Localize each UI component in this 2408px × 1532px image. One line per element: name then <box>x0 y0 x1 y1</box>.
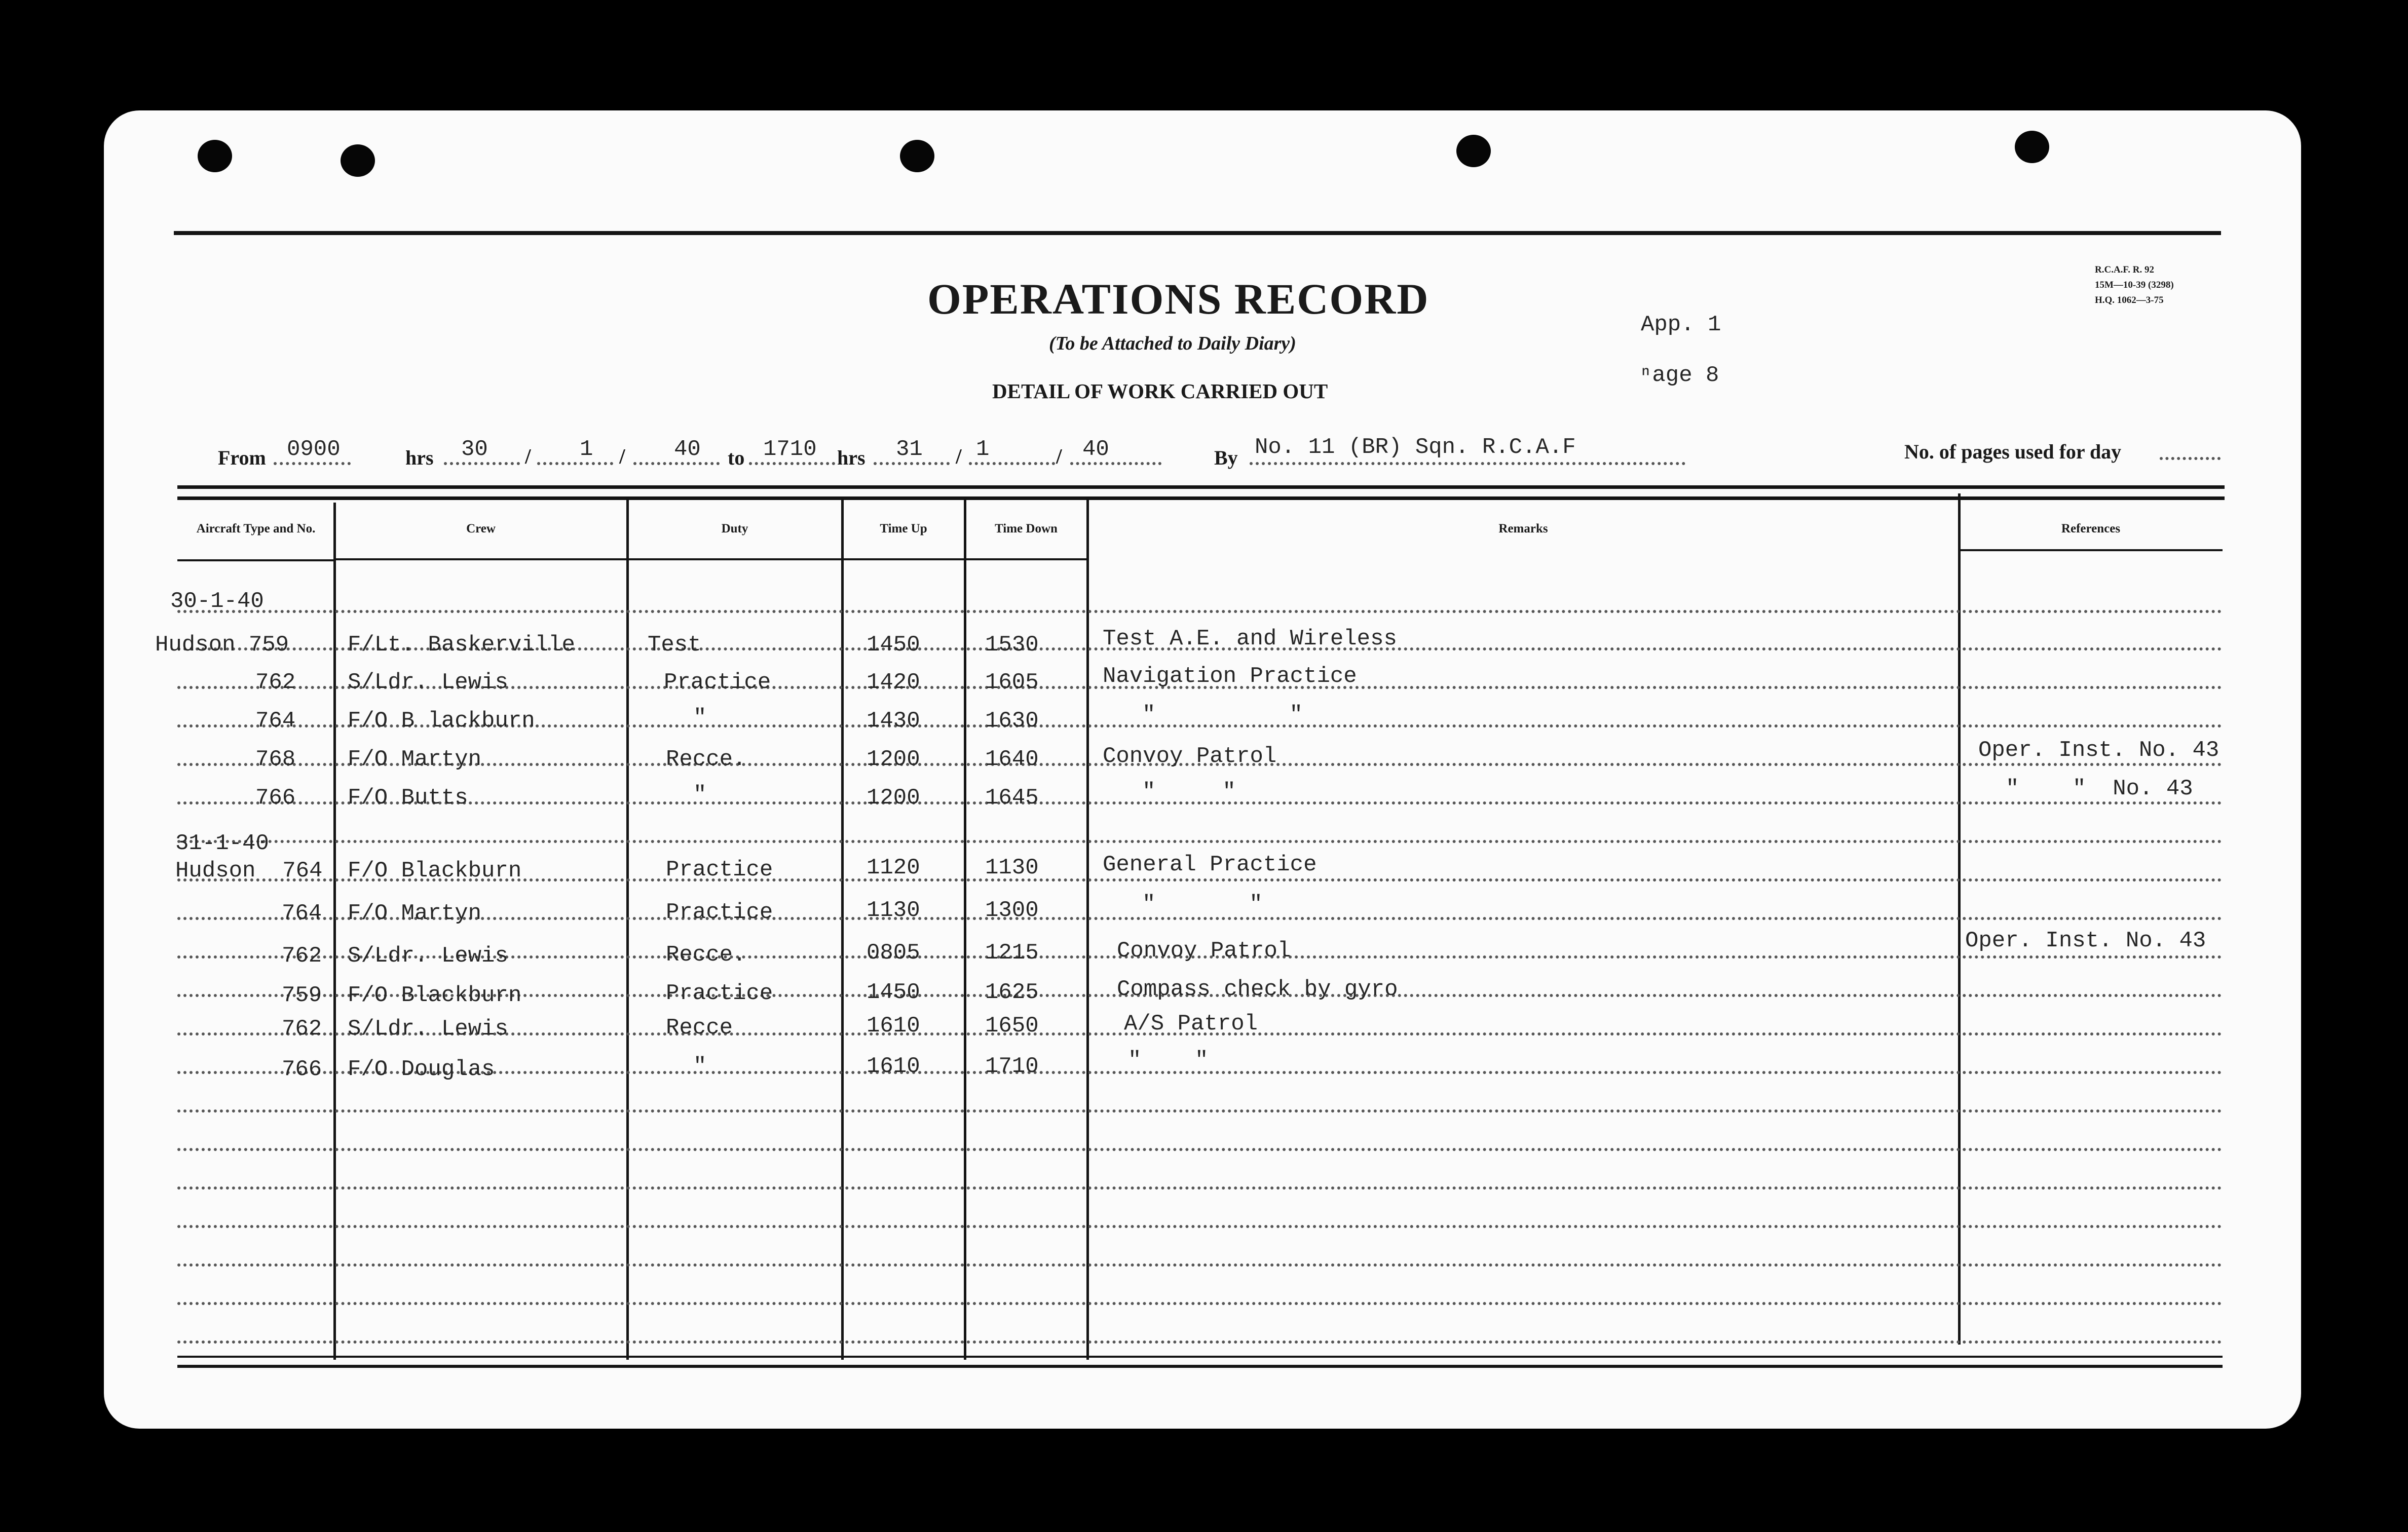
from-year-blank <box>633 462 720 465</box>
punch-hole <box>198 140 232 172</box>
cell-aircraft: 764 <box>282 901 322 926</box>
cell-remarks: Test A.E. and Wireless <box>1103 626 1397 652</box>
column-header-time-down: Time Down <box>995 522 1058 535</box>
detail-heading: DETAIL OF WORK CARRIED OUT <box>992 379 1328 403</box>
form-code-line: R.C.A.F. R. 92 <box>2095 264 2154 275</box>
cell-time-up: 1430 <box>867 708 920 734</box>
cell-references: Oper. Inst. No. 43 <box>1978 738 2219 763</box>
from-time: 0900 <box>287 437 341 462</box>
cell-duty: " <box>693 782 707 808</box>
cell-crew: F/O Martyn <box>348 747 482 772</box>
from-month-blank <box>537 462 613 465</box>
from-day: 30 <box>461 437 488 462</box>
cell-time-down: 1605 <box>985 670 1039 695</box>
row-line <box>177 1263 2223 1267</box>
row-line <box>177 1340 2223 1344</box>
pages-used-label: No. of pages used for day <box>1904 440 2122 463</box>
cell-crew: F/O Blackburn <box>348 983 522 1008</box>
column-separator <box>333 503 336 1360</box>
cell-aircraft: 766 <box>282 1057 322 1082</box>
cell-time-up: 1120 <box>867 855 920 880</box>
cell-crew: S/Ldr. Lewis <box>348 943 508 969</box>
cell-time-down: 1640 <box>985 747 1039 772</box>
cell-duty: Test <box>648 632 701 658</box>
column-header-remarks: Remarks <box>1498 522 1548 535</box>
column-header-duty: Duty <box>721 522 748 535</box>
to-label: to <box>728 446 745 469</box>
cell-time-down: 1215 <box>985 940 1039 966</box>
row-line <box>177 1109 2223 1113</box>
cell-duty: Practice <box>666 981 773 1006</box>
punch-hole <box>2015 131 2049 163</box>
cell-time-down: 1625 <box>985 980 1039 1005</box>
cell-time-up: 1200 <box>867 785 920 811</box>
cell-time-up: 1610 <box>867 1013 920 1039</box>
cell-time-down: 1530 <box>985 632 1039 658</box>
to-year-blank <box>1070 462 1161 465</box>
date-slash: / <box>956 445 962 469</box>
to-time: 1710 <box>763 437 817 462</box>
cell-aircraft: 762 <box>282 943 322 969</box>
from-month: 1 <box>580 437 593 462</box>
header-rule <box>177 496 2225 500</box>
from-time-blank <box>274 462 351 465</box>
cell-crew: F/Lt. Baskerville <box>348 632 575 658</box>
date-slash: / <box>1056 445 1062 469</box>
appendix-label: App. 1 <box>1641 312 1721 337</box>
column-header-crew: Crew <box>466 522 496 535</box>
cell-aircraft: 766 <box>255 785 296 811</box>
column-header-time-up: Time Up <box>880 522 927 535</box>
cell-time-up: 1450 <box>867 632 920 658</box>
to-time-blank <box>749 462 835 465</box>
header-underline <box>177 559 335 561</box>
date-slash: / <box>525 445 531 469</box>
punch-hole <box>1456 135 1491 167</box>
hrs-label: hrs <box>405 446 434 469</box>
cell-duty: " <box>693 705 707 731</box>
cell-time-down: 1645 <box>985 785 1039 811</box>
date-slash: / <box>619 445 625 469</box>
cell-duty: Recce. <box>666 747 746 772</box>
cell-remarks: A/S Patrol <box>1124 1011 1258 1037</box>
to-day: 31 <box>896 437 923 462</box>
row-line <box>177 610 2223 613</box>
bottom-rule <box>177 1356 2223 1358</box>
cell-crew: S/Ldr. Lewis <box>348 670 508 695</box>
row-line <box>177 1302 2223 1305</box>
to-month: 1 <box>976 437 990 462</box>
row-line <box>177 1186 2223 1190</box>
header-underline <box>1959 549 2223 551</box>
cell-time-down: 1710 <box>985 1054 1039 1079</box>
form-code-line: 15M—10-39 (3298) <box>2095 280 2174 290</box>
cell-aircraft: Hudson 759 <box>155 632 289 658</box>
cell-crew: F/O Martyn <box>348 901 482 926</box>
cell-crew: F/O B lackburn <box>348 708 535 734</box>
row-line <box>177 1225 2223 1228</box>
cell-duty: Practice <box>664 670 771 695</box>
to-year: 40 <box>1082 437 1109 462</box>
pages-used-blank <box>2160 457 2221 460</box>
cell-time-down: 1630 <box>985 708 1039 734</box>
cell-time-up: 1420 <box>867 670 920 695</box>
cell-time-down: 1650 <box>985 1013 1039 1039</box>
cell-aircraft: Hudson 764 <box>175 858 323 884</box>
column-separator <box>626 499 629 1360</box>
cell-duty: Practice <box>666 857 773 883</box>
cell-time-up: 1610 <box>867 1054 920 1079</box>
cell-time-up: 1450 <box>867 980 920 1005</box>
entry-date: 30-1-40 <box>170 589 264 614</box>
cell-duty: Practice <box>666 900 773 925</box>
cell-remarks: " " <box>1142 892 1263 917</box>
entry-date: 31-1-40 <box>175 831 269 856</box>
cell-duty: Recce <box>666 1015 733 1041</box>
cell-aircraft: 768 <box>255 747 296 772</box>
cell-time-up: 0805 <box>867 940 920 966</box>
cell-remarks: " " <box>1142 702 1303 727</box>
column-header-aircraft: Aircraft Type and No. <box>196 522 316 535</box>
by-unit: No. 11 (BR) Sqn. R.C.A.F <box>1255 435 1576 460</box>
cell-references: " " No. 43 <box>2006 776 2193 801</box>
by-unit-blank <box>1250 462 1685 465</box>
cell-remarks: Navigation Practice <box>1103 664 1357 689</box>
cell-remarks: " " <box>1128 1048 1209 1073</box>
row-line <box>177 840 2223 843</box>
cell-remarks: " " <box>1142 779 1236 805</box>
header-underline <box>335 558 1088 560</box>
column-separator <box>1086 499 1089 1360</box>
row-line <box>177 917 2223 920</box>
from-day-blank <box>444 462 520 465</box>
to-month-blank <box>969 462 1055 465</box>
punch-hole <box>900 140 934 172</box>
column-separator <box>964 499 966 1360</box>
cell-aircraft: 762 <box>255 670 296 695</box>
cell-time-down: 1300 <box>985 898 1039 923</box>
cell-time-up: 1200 <box>867 747 920 772</box>
header-rule <box>177 485 2225 489</box>
cell-duty: " <box>693 1054 707 1079</box>
cell-time-up: 1130 <box>867 898 920 923</box>
cell-time-down: 1130 <box>985 855 1039 880</box>
cell-references: Oper. Inst. No. 43 <box>1965 928 2206 953</box>
cell-remarks: Compass check by gyro <box>1117 977 1398 1002</box>
top-rule <box>174 231 2221 235</box>
cell-remarks: Convoy Patrol <box>1117 938 1291 964</box>
bottom-rule <box>177 1365 2223 1368</box>
by-label: By <box>1214 446 1238 469</box>
from-label: From <box>218 446 266 469</box>
cell-crew: F/O Douglas <box>348 1057 495 1082</box>
column-separator <box>841 499 844 1360</box>
form-title: OPERATIONS RECORD <box>927 275 1429 323</box>
cell-duty: Recce. <box>666 942 746 968</box>
row-line <box>177 1148 2223 1151</box>
to-day-blank <box>874 462 950 465</box>
cell-aircraft: 762 <box>282 1016 322 1042</box>
cell-crew: S/Ldr. Lewis <box>348 1016 508 1042</box>
column-header-references: References <box>2061 522 2121 535</box>
form-code-line: H.Q. 1062—3-75 <box>2095 295 2164 305</box>
cell-remarks: General Practice <box>1103 852 1317 877</box>
cell-crew: F/O Butts <box>348 785 468 811</box>
cell-aircraft: 759 <box>282 983 322 1008</box>
punch-hole <box>341 144 375 177</box>
cell-aircraft: 764 <box>255 708 296 734</box>
page-number: ⁿage 8 <box>1639 363 1719 388</box>
cell-crew: F/O Blackburn <box>348 858 522 884</box>
from-year: 40 <box>674 437 701 462</box>
cell-remarks: Convoy Patrol <box>1103 744 1277 769</box>
hrs-label: hrs <box>837 446 866 469</box>
form-subtitle: (To be Attached to Daily Diary) <box>1049 333 1296 354</box>
